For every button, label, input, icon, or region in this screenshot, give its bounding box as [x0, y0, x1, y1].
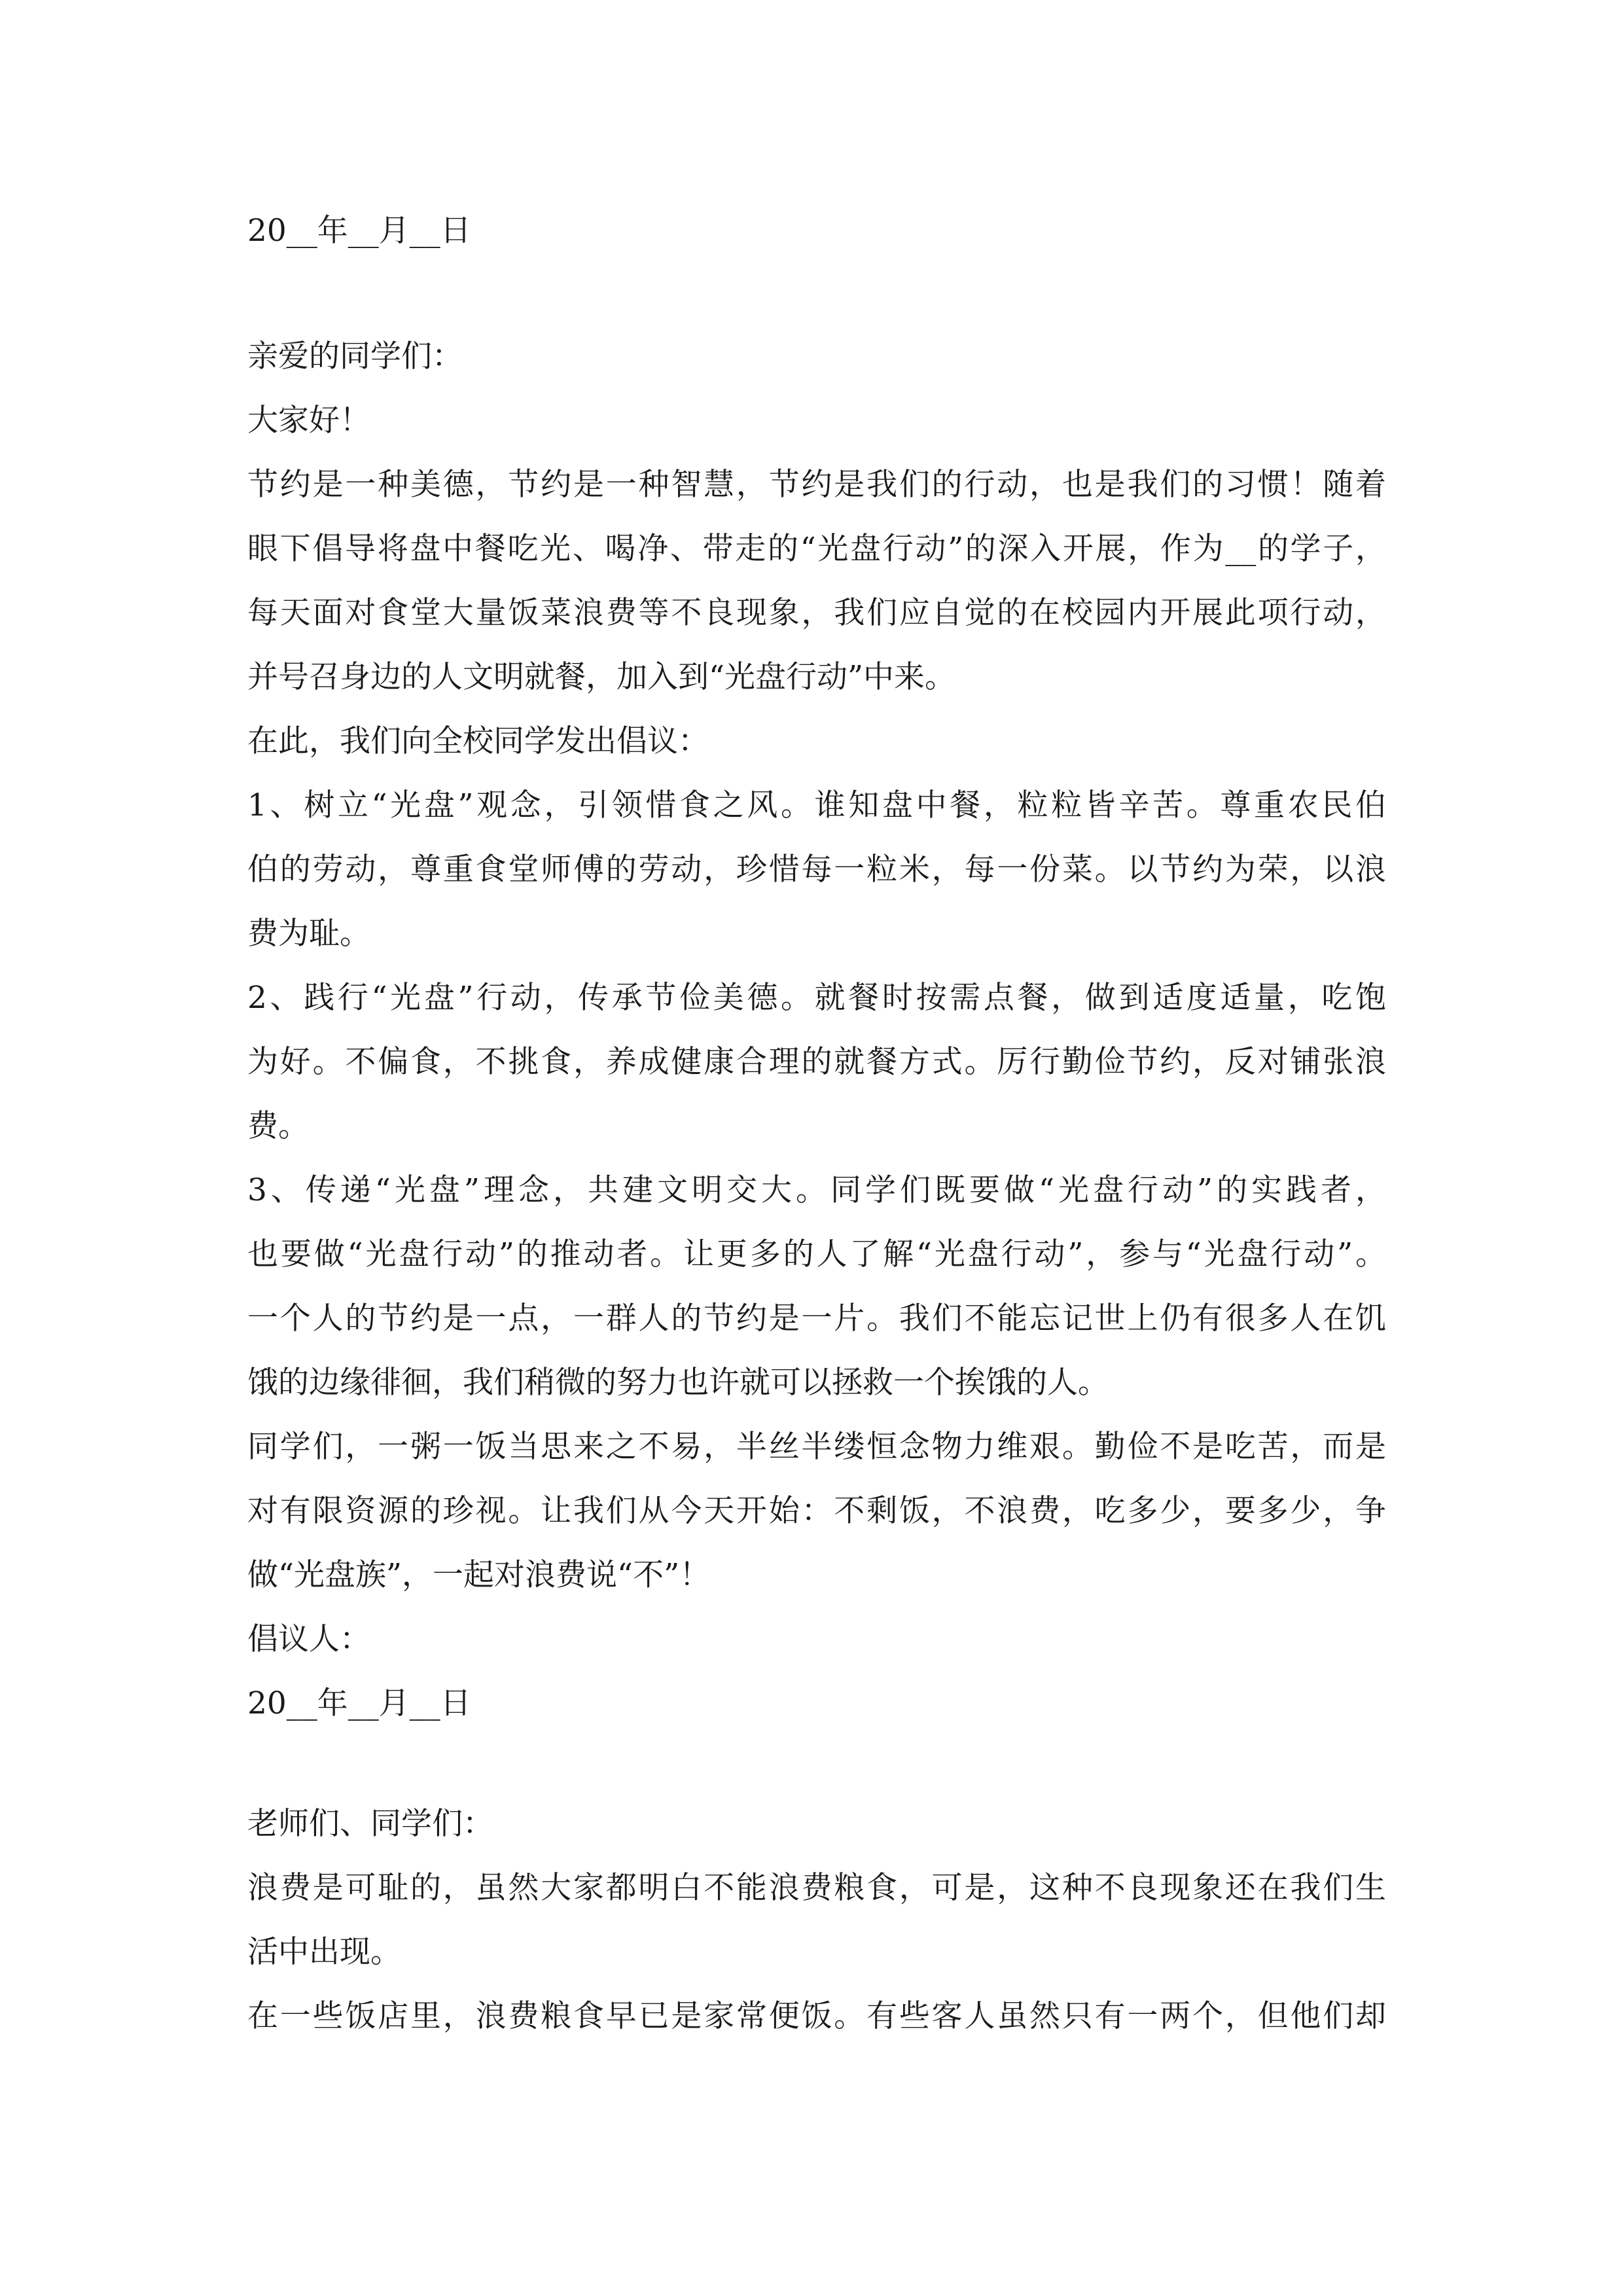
paragraph-1: 浪费是可耻的，虽然大家都明白不能浪费粮食，可是，这种不良现象还在我们生 — [247, 1870, 1386, 1906]
proposal-item-2: 为好。不偏食，不挑食，养成健康合理的就餐方式。厉行勤俭节约，反对铺张浪 — [247, 1044, 1386, 1080]
intro-line: 每天面对食堂大量饭菜浪费等不良现象，我们应自觉的在校园内开展此项行动， — [247, 595, 1386, 631]
date-line: 20__年__月__日 — [247, 213, 471, 249]
proposal-item-3: 饿的边缘徘徊，我们稍微的努力也许就可以拯救一个挨饿的人。 — [247, 1365, 1109, 1401]
proposal-item-3: 也要做“光盘行动”的推动者。让更多的人了解“光盘行动”，参与“光盘行动”。 — [247, 1236, 1386, 1272]
proposal-item-1: 1、树立“光盘”观念，引领惜食之风。谁知盘中餐，粒粒皆辛苦。尊重农民伯 — [247, 787, 1386, 823]
signer-label: 倡议人： — [247, 1621, 370, 1657]
section-3-speech — [247, 1792, 1386, 2049]
closing-paragraph: 对有限资源的珍视。让我们从今天开始：不剩饭，不浪费，吃多少，要多少，争 — [247, 1493, 1386, 1529]
greeting: 亲爱的同学们： — [247, 338, 463, 374]
proposal-item-3: 3、传递“光盘”理念，共建文明交大。同学们既要做“光盘行动”的实践者， — [247, 1172, 1386, 1208]
closing-paragraph: 同学们，一粥一饭当思来之不易，半丝半缕恒念物力维艰。勤俭不是吃苦，而是 — [247, 1429, 1386, 1465]
intro-line: 并号召身边的人文明就餐，加入到“光盘行动”中来。 — [247, 659, 956, 695]
section-1 — [247, 199, 1386, 263]
closing-paragraph: 做“光盘族”，一起对浪费说“不”！ — [247, 1557, 711, 1593]
proposal-item-1: 伯的劳动，尊重食堂师傅的劳动，珍惜每一粒米，每一份菜。以节约为荣，以浪 — [247, 852, 1386, 888]
intro-line: 眼下倡导将盘中餐吃光、喝净、带走的“光盘行动”的深入开展，作为__的学子， — [247, 531, 1386, 567]
paragraph-1: 活中出现。 — [247, 1934, 401, 1970]
proposal-item-2: 费。 — [247, 1108, 309, 1144]
hello-line: 大家好！ — [247, 403, 370, 439]
section-2-letter — [247, 325, 1386, 1736]
paragraph-2: 在一些饭店里，浪费粮食早已是家常便饭。有些客人虽然只有一两个，但他们却 — [247, 1998, 1386, 2034]
date-line: 20__年__月__日 — [247, 1685, 471, 1721]
proposal-intro: 在此，我们向全校同学发出倡议： — [247, 723, 709, 759]
proposal-item-2: 2、践行“光盘”行动，传承节俭美德。就餐时按需点餐，做到适度适量，吃饱 — [247, 980, 1386, 1016]
greeting: 老师们、同学们： — [247, 1806, 493, 1842]
proposal-item-1: 费为耻。 — [247, 916, 370, 952]
proposal-item-3: 一个人的节约是一点，一群人的节约是一片。我们不能忘记世上仍有很多人在饥 — [247, 1300, 1386, 1336]
intro-line: 节约是一种美德，节约是一种智慧，节约是我们的行动，也是我们的习惯！随着 — [247, 467, 1386, 503]
